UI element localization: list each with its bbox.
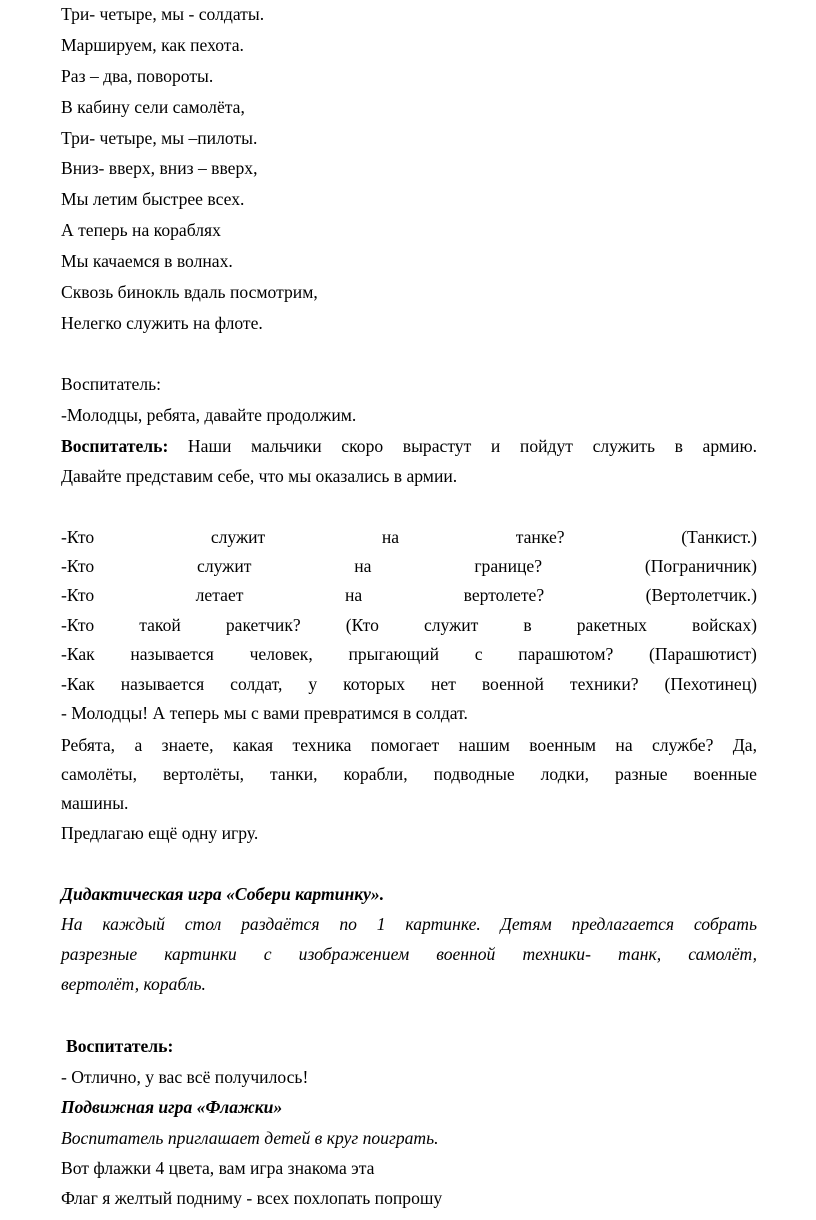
question-word: ракетных [576,615,647,635]
question-word: с [474,644,483,664]
question-word: такой [139,615,181,635]
question-word: (Танкист.) [681,527,757,547]
question-word: -Кто [61,585,95,605]
question-word: прыгающий [348,644,440,664]
question-row [61,614,757,636]
teacher-paragraph-line-1 [61,435,757,457]
excellent-line: - Отлично, у вас всё получилось! [61,1067,309,1087]
poem-line: Мы качаемся в волнах. [61,251,233,271]
teacher-paragraph-line-2: Давайте представим себе, что мы оказались в армии. [61,466,458,486]
poem-line: Маршируем, как пехота. [61,35,244,55]
game1-title: Дидактическая игра «Собери картинку». [61,884,385,904]
flags-line-1: Вот флажки 4 цвета, вам игра знакома эта [61,1158,375,1178]
question-word: (Вертолетчик.) [645,585,757,605]
question-word: -Как [61,644,95,664]
question-word: служит [423,615,479,635]
question-word: военной [481,674,544,694]
teacher-paragraph-text: Наши мальчики скоро вырастут и пойдут служить в армию. [168,436,757,456]
teacher-label-2: Воспитатель: [66,1036,174,1056]
question-word: (Кто [345,615,379,635]
question-word: называется [130,644,214,664]
question-row [61,555,757,577]
question-word: у [308,674,318,694]
poem-line: Раз – два, повороты. [61,66,214,86]
question-row [61,673,757,695]
question-row [61,643,757,665]
question-word: служит [197,556,252,576]
question-word: -Кто [61,527,95,547]
question-word: ракетчик? [225,615,301,635]
teacher-label-bold: Воспитатель: [61,436,169,456]
poem-line: Три- четыре, мы –пилоты. [61,128,258,148]
question-word: границе? [474,556,543,576]
offer-line: Предлагаю ещё одну игру. [61,823,259,843]
question-word: -Кто [61,556,95,576]
question-word: (Пограничник) [644,556,757,576]
flags-line-2: Флаг я желтый подниму - всех похлопать попрошу [61,1188,443,1208]
question-word: парашютом? [518,644,614,664]
question-word: называется [120,674,205,694]
poem-line: В кабину сели самолёта, [61,97,245,117]
game1-description-line-1: На каждый стол раздаётся по 1 картинке. Детям предлагается собрать [61,914,757,934]
question-word: служит [210,527,266,547]
game1-description-line-2: разрезные картинки с изображением военной техники- танк, самолёт, [61,944,757,964]
question-row [61,584,757,606]
question-word: (Пехотинец) [664,674,757,694]
tech-paragraph-line-3: машины. [61,793,129,813]
question-word: техники? [569,674,639,694]
teacher-line: -Молодцы, ребята, давайте продолжим. [61,405,357,425]
game2-intro: Воспитатель приглашает детей в круг поиграть. [61,1128,439,1148]
question-word: нет [430,674,456,694]
game2-title: Подвижная игра «Флажки» [61,1097,283,1117]
praise-line: - Молодцы! А теперь мы с вами превратимся в солдат. [61,703,468,723]
question-word: вертолете? [463,585,545,605]
question-word: солдат, [230,674,283,694]
question-word: на [354,556,372,576]
question-word: -Кто [61,615,95,635]
poem-line: Мы летим быстрее всех. [61,189,245,209]
poem-line: Вниз- вверх, вниз – вверх, [61,158,258,178]
poem-line: А теперь на кораблях [61,220,221,240]
poem-line: Сквозь бинокль вдаль посмотрим, [61,282,318,302]
question-word: войсках) [692,615,757,635]
question-word: на [381,527,400,547]
question-word: которых [343,674,406,694]
question-row [61,526,757,548]
poem-line: Три- четыре, мы - солдаты. [61,4,265,24]
question-word: человек, [249,644,313,664]
question-word: танке? [515,527,565,547]
game1-description-line-3: вертолёт, корабль. [61,974,206,994]
poem-line: Нелегко служить на флоте. [61,313,263,333]
teacher-label: Воспитатель: [61,374,162,394]
question-word: в [523,615,532,635]
tech-paragraph-line-1: Ребята, а знаете, какая техника помогает нашим военным на службе? Да, [61,735,757,755]
question-word: (Парашютист) [649,644,757,664]
question-word: летает [195,585,244,605]
tech-paragraph-line-2: самолёты, вертолёты, танки, корабли, подводные лодки, разные военные [61,764,757,784]
question-word: на [344,585,363,605]
question-word: -Как [61,674,95,694]
